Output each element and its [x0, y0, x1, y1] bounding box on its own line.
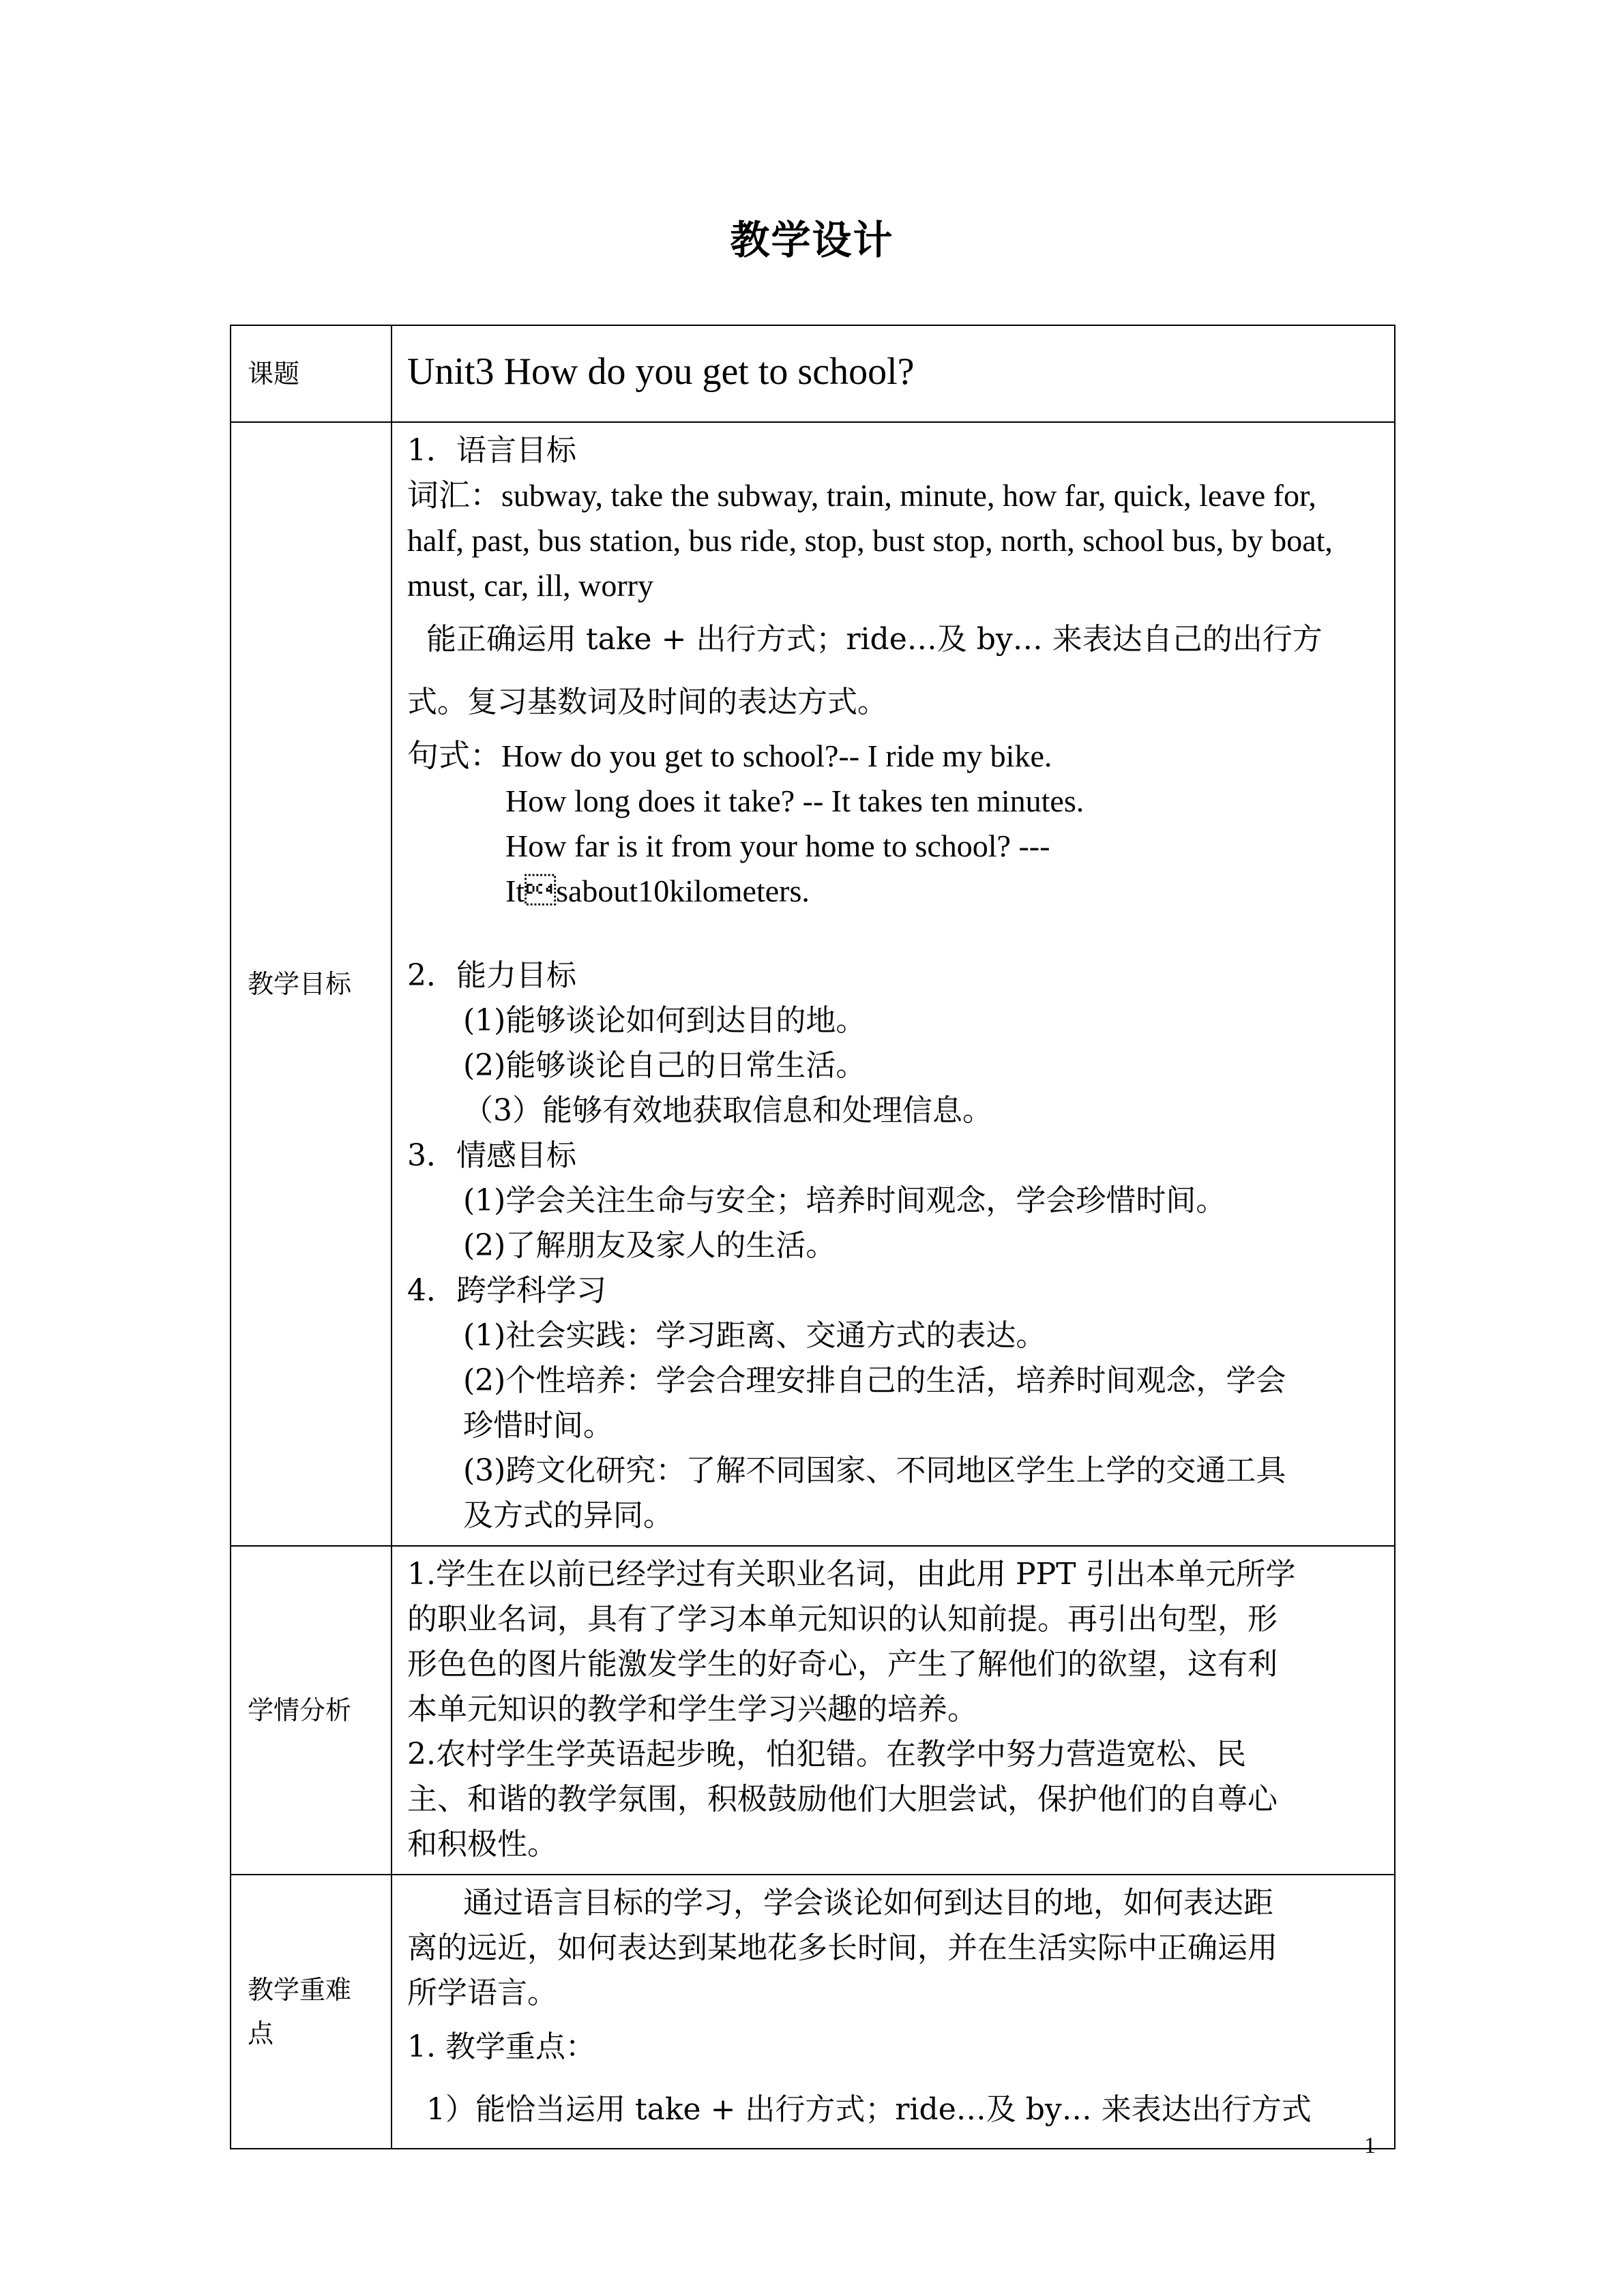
analysis-line: 和积极性。: [407, 1827, 557, 1862]
cross-item: 珍惜时间。: [463, 1408, 613, 1443]
ability-item: （3）能够有效地获取信息和处理信息。: [463, 1093, 992, 1128]
analysis-line: 的职业名词，具有了学习本单元知识的认知前提。再引出句型，形: [407, 1602, 1278, 1637]
key-points-row: [231, 1875, 1395, 2149]
topic-value: Unit3 How do you get to school?: [407, 351, 915, 393]
cross-item: 及方式的异同。: [463, 1498, 673, 1533]
usage-line: 式。复习基数词及时间的表达方式。: [407, 685, 887, 719]
key-item: 1）能恰当运用 take + 出行方式；ride…及 by… 来表达出行方式: [426, 2092, 1312, 2127]
key-points-label-line: 教学重难: [248, 1975, 352, 2005]
topic-cell: [392, 325, 1395, 422]
key-intro-line: 离的远近，如何表达到某地花多长时间，并在生活实际中正确运用: [407, 1930, 1278, 1965]
key-intro-line: 所学语言。: [407, 1976, 557, 2010]
page-number: 1: [1364, 2133, 1376, 2158]
key-heading: 1. 教学重点：: [407, 2029, 595, 2064]
sentence-prefix: 句式：: [407, 739, 501, 773]
analysis-line: 1.学生在以前已经学过有关职业名词，由此用 PPT 引出本单元所学: [407, 1557, 1296, 1592]
analysis-line: 形色色的图片能激发学生的好奇心，产生了解他们的欲望，这有利: [407, 1647, 1278, 1682]
usage-line: 能正确运用 take + 出行方式；ride…及 by… 来表达自己的出行方: [426, 622, 1323, 657]
lesson-plan-table: [230, 325, 1396, 2149]
objectives-label: 教学目标: [231, 422, 392, 1546]
analysis-label: 学情分析: [231, 1546, 392, 1875]
cross-item: (2)个性培养：学会合理安排自己的生活，培养时间观念，学会: [463, 1363, 1286, 1398]
sentence: Itsabout10kilometers.: [505, 874, 810, 908]
objectives-cell: [392, 422, 1395, 1546]
vocab-line: must, car, ill, worry: [407, 568, 653, 603]
emotion-item: (1)学会关注生命与安全；培养时间观念，学会珍惜时间。: [463, 1183, 1226, 1218]
analysis-row: [231, 1546, 1395, 1875]
sentence: How do you get to school?-- I ride my bike.: [501, 739, 1052, 773]
sentence: How long does it take? -- It takes ten minutes.: [505, 784, 1084, 818]
analysis-line: 主、和谐的教学氛围，积极鼓励他们大胆尝试，保护他们的自尊心: [407, 1782, 1278, 1817]
objectives-row: [231, 422, 1395, 1546]
key-points-label: [231, 1875, 392, 2149]
vocab-line: half, past, bus station, bus ride, stop, bust stop, north, school bus, by boat,: [407, 523, 1333, 558]
sentence-row: [407, 734, 1381, 779]
key-points-label-line: 点: [248, 2018, 274, 2048]
cross-item: (1)社会实践：学习距离、交通方式的表达。: [463, 1318, 1046, 1353]
ability-item: (2)能够谈论自己的日常生活。: [463, 1048, 866, 1083]
analysis-cell: [392, 1546, 1395, 1875]
topic-label: 课题: [231, 325, 392, 422]
document-title: 教学设计: [730, 217, 894, 263]
cross-heading: 4．跨学科学习: [407, 1273, 606, 1308]
analysis-line: 本单元知识的教学和学生学习兴趣的培养。: [407, 1692, 977, 1727]
analysis-line: 2.农村学生学英语起步晚，怕犯错。在教学中努力营造宽松、民: [407, 1737, 1246, 1772]
ability-item: (1)能够谈论如何到达目的地。: [463, 1003, 866, 1038]
ability-heading: 2．能力目标: [407, 958, 576, 993]
emotion-item: (2)了解朋友及家人的生活。: [463, 1228, 836, 1263]
language-heading: 1．语言目标: [407, 433, 576, 468]
emotion-heading: 3．情感目标: [407, 1138, 576, 1173]
sentence: How far is it from your home to school? ---: [505, 829, 1050, 863]
key-intro-line: 通过语言目标的学习，学会谈论如何到达目的地，如何表达距: [463, 1885, 1273, 1920]
cross-item: (3)跨文化研究：了解不同国家、不同地区学生上学的交通工具: [463, 1453, 1286, 1488]
key-points-cell: [392, 1875, 1395, 2149]
topic-row: [231, 325, 1395, 422]
vocab-line: 词汇：subway, take the subway, train, minute, how far, quick, leave for,: [407, 478, 1316, 513]
